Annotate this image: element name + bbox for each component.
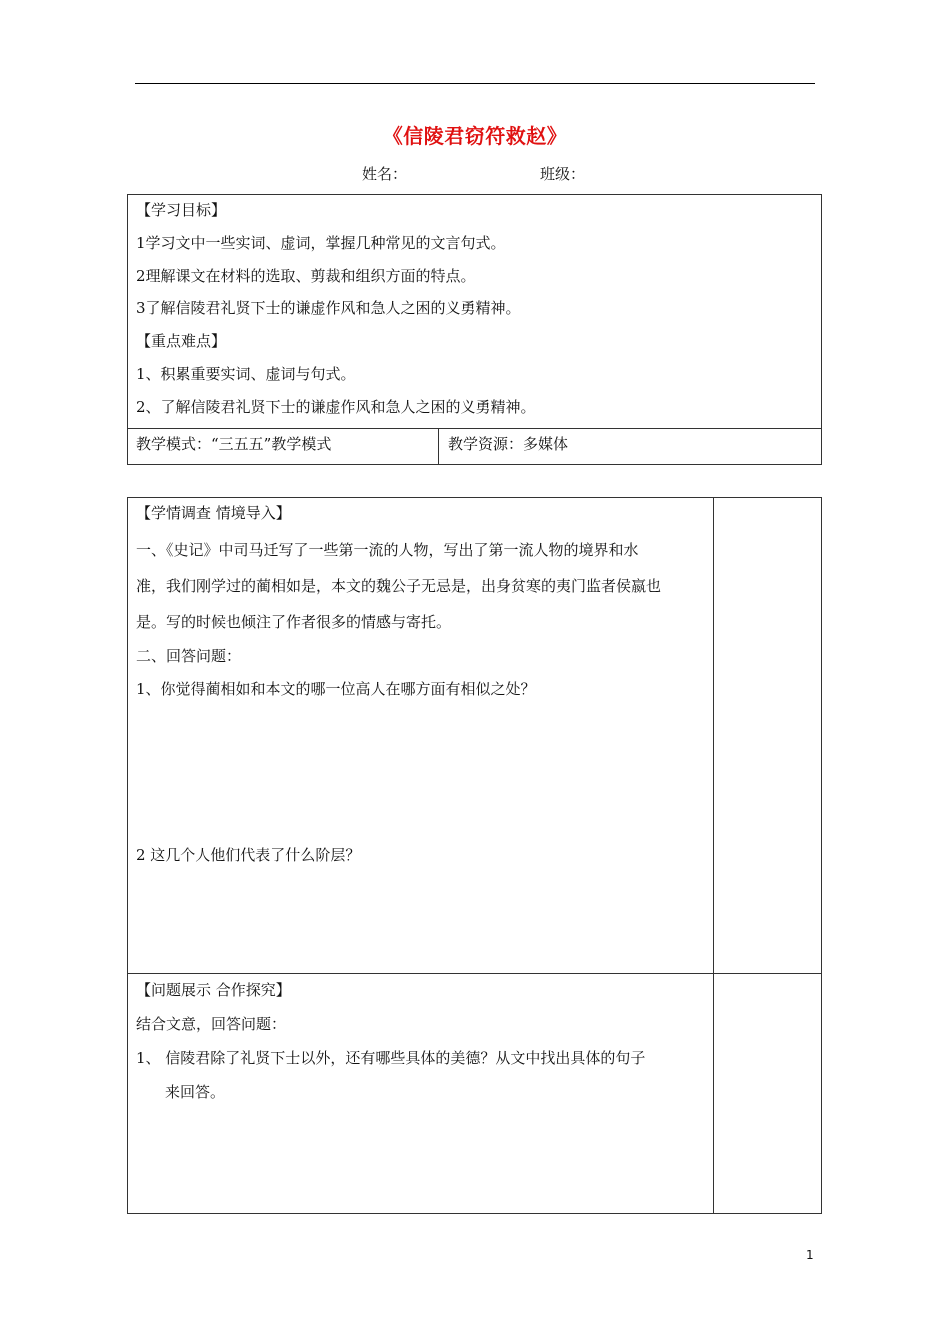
- section1-paragraph-line: 准，我们刚学过的蔺相如是，本文的魏公子无忌是，出身贫寒的夷门监者侯嬴也: [136, 577, 662, 595]
- cell-divider: [438, 428, 439, 464]
- objectives-table: [127, 194, 822, 465]
- key-point-item: 1、积累重要实词、虚词与句式。: [136, 365, 356, 383]
- questions-heading: 二、回答问题：: [136, 647, 242, 665]
- objective-item: 2理解课文在材料的选取、剪裁和组织方面的特点。: [136, 267, 476, 285]
- objectives-heading: 【学习目标】: [136, 201, 227, 219]
- objective-item: 1学习文中一些实词、虚词，掌握几种常见的文言句式。: [136, 234, 506, 252]
- section1-paragraph-line: 一、《史记》中司马迁写了一些第一流的人物，写出了第一流人物的境界和水: [136, 541, 639, 559]
- key-point-item: 2、了解信陵君礼贤下士的谦虚作风和急人之困的义勇精神。: [136, 398, 536, 416]
- section2-question-line: 1、 信陵君除了礼贤下士以外，还有哪些具体的美德？从文中找出具体的句子: [136, 1049, 646, 1067]
- document-title: 《信陵君窃符救赵》: [382, 124, 568, 148]
- section2-question-line: 来回答。: [165, 1083, 226, 1101]
- section2-heading: 【问题展示 合作探究】: [136, 981, 291, 999]
- section2-intro: 结合文意，回答问题：: [136, 1015, 287, 1033]
- name-label: 姓名：: [362, 165, 408, 183]
- row-divider: [128, 428, 821, 429]
- teaching-mode: 教学模式：“三五五”教学模式: [136, 435, 332, 453]
- header-rule: [135, 83, 815, 84]
- section-divider: [128, 973, 821, 974]
- teaching-resource: 教学资源：多媒体: [448, 435, 569, 453]
- section1-paragraph-line: 是。写的时候也倾注了作者很多的情感与寄托。: [136, 613, 452, 631]
- class-label: 班级：: [540, 165, 586, 183]
- notes-column-divider: [713, 498, 714, 1213]
- question-2: 2 这几个人他们代表了什么阶层？: [136, 846, 361, 864]
- key-points-heading: 【重点难点】: [136, 332, 227, 350]
- objective-item: 3了解信陵君礼贤下士的谦虚作风和急人之困的义勇精神。: [136, 299, 521, 317]
- lesson-table: [127, 497, 822, 1214]
- section1-heading: 【学情调查 情境导入】: [136, 504, 291, 522]
- page-number: 1: [806, 1248, 814, 1262]
- question-1: 1、你觉得蔺相如和本文的哪一位高人在哪方面有相似之处？: [136, 680, 536, 698]
